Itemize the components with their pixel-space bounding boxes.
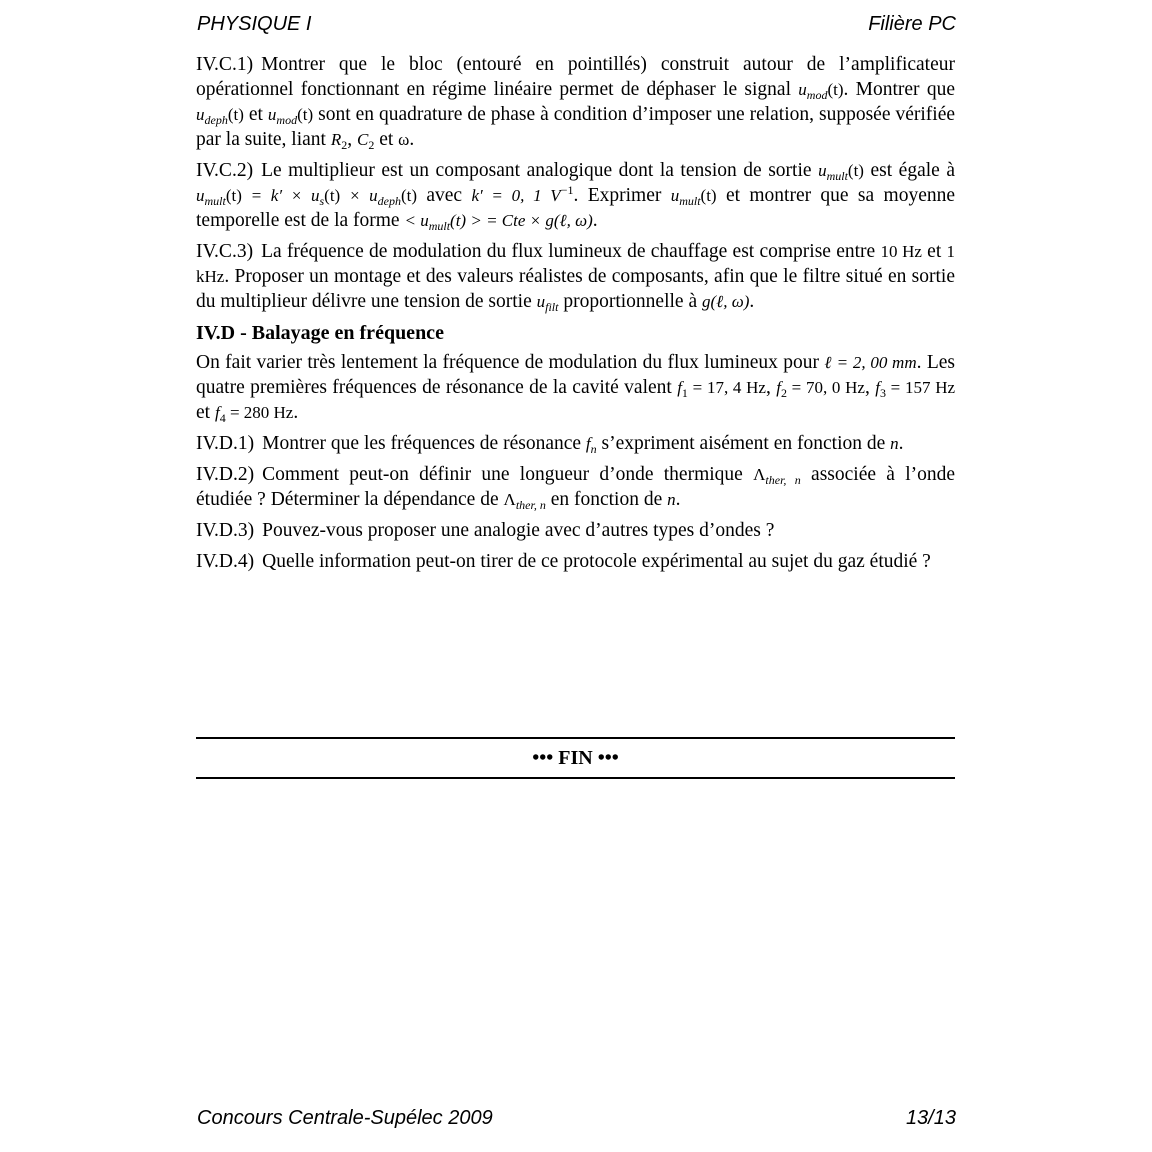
question-iv-c-2: IV.C.2) Le multiplieur est un composant analogique dont la tension de sortie $u_{mult}(t)$ est égale à $u_{mult}(t) = k' \times u_s(t) \times u_{deph}(t)$ avec k′ = 0, 1 $V^{-1}$. Exprimer $u_{mult}(t)$ et montrer que sa moyenne temporelle est de la forme < $u_{mult}(t)$ > = Cte × g(ℓ, ω). [196,160,956,233]
math-omega: ω [398,130,410,149]
question-number: IV.C.2) [196,160,254,181]
page-number: 13/13 [905,1107,956,1129]
question-number: IV.C.3) [196,241,254,262]
section-iv-d-intro: On fait varier très lentement la fréquence de modulation du flux lumineux pour ℓ = 2, 00 mm. Les quatre premières fréquences de résonance de la cavité valent $f_1 = 17$, 4 Hz, $f_2 = 70$, 0 Hz, $f_3 = 157$ Hz et $f_4 = 280$ Hz. [196,352,956,425]
question-iv-c-3: IV.C.3) La fréquence de modulation du flux lumineux de chauffage est comprise entre 10 Hz et 1 kHz. Proposer un montage et des valeurs réalistes de composants, afin que le filtre situé en sortie du multiplieur délivre une tension de sortie $u_{filt}$ proportionnelle à g(ℓ, ω). [196,241,955,314]
section-title-iv-d: IV.D - Balayage en fréquence [196,322,444,344]
math-u-mult: $u_{mult}(t)$ [670,186,717,208]
math-1khz: 1 kHz [196,242,955,286]
math-mult-equation: $u_{mult}(t) = k' \times u_s(t) \times u_{deph}(t)$ [196,186,418,208]
math-g-function: g(ℓ, ω) [701,292,750,311]
math-fn: $f_n$ [585,434,597,456]
question-number: IV.D.4) [196,551,255,572]
math-u-mod: $u_{mod}(t)$ [267,105,314,127]
question-iv-d-1: IV.D.1) Montrer que les fréquences de résonance $f_n$ s’expriment aisément en fonction de n. [196,433,904,456]
math-f4: $f_4 = 280$ Hz [214,403,294,425]
question-number: IV.D.3) [196,520,255,541]
math-f2: $f_2 = 70$, 0 Hz [776,378,865,400]
math-k-value: k′ = 0, 1 $V^{-1}$ [471,183,574,205]
end-marker: ••• FIN ••• [196,737,955,779]
header-track: Filière PC [868,13,956,35]
math-n: n [667,490,676,509]
question-number: IV.D.2) [196,464,255,485]
math-f3: $f_3 = 157$ Hz [875,378,956,400]
question-number: IV.C.1) [196,54,254,75]
question-iv-d-4: IV.D.4) Quelle information peut-on tirer de ce protocole expérimental au sujet du gaz étudié ? [196,551,931,572]
math-lambda-ther: $\Lambda_{ther, n}$ [753,465,801,487]
math-length: ℓ = 2, 00 mm [824,353,917,372]
question-number: IV.D.1) [196,433,255,454]
math-n: n [890,434,899,453]
footer-contest: Concours Centrale-Supélec 2009 [197,1107,493,1129]
math-u-filt: $u_{filt}$ [536,292,559,314]
math-lambda-ther: $\Lambda_{ther, n}$ [503,490,546,512]
math-c2: $C_2$ [356,130,375,152]
question-iv-d-2: IV.D.2) Comment peut-on définir une longueur d’onde thermique $\Lambda_{ther, n}$ associée à l’onde étudiée ? Déterminer la dépendance de $\Lambda_{ther, n}$ en fonction de n. [196,464,956,512]
question-iv-d-3: IV.D.3) Pouvez-vous proposer une analogie avec d’autres types d’ondes ? [196,520,775,541]
question-iv-c-1: IV.C.1) Montrer que le bloc (entouré en pointillés) construit autour de l’amplificateur opérationnel fonctionnant en régime linéaire permet de déphaser le signal $u_{mod}(t)$. Montrer que $u_{deph}(t)$ et $u_{mod}(t)$ sont en quadrature de phase à condition d’imposer une relation, supposée vérifiée par la suite, liant $R_2$, $C_2$ et ω. [196,54,956,152]
page-body [196,52,955,580]
math-u-deph: $u_{deph}(t)$ [196,105,244,127]
math-r2: $R_2$ [330,130,348,152]
math-f1: $f_1 = 17$, 4 Hz [677,378,766,400]
math-average-form: < $u_{mult}(t)$ > = Cte × g(ℓ, ω) [404,211,593,233]
header-subject: PHYSIQUE I [197,13,312,35]
math-u-mult: $u_{mult}(t)$ [818,161,864,183]
math-10hz: 10 Hz [880,242,922,261]
math-u-mod: $u_{mod}(t)$ [798,80,844,102]
